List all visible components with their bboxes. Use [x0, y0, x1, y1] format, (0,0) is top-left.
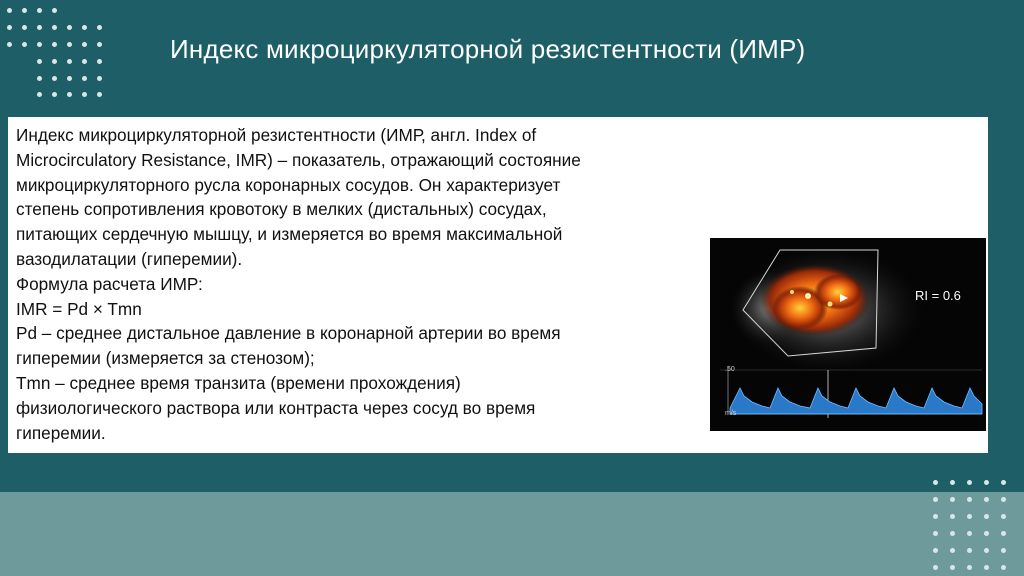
body-line: Pd – среднее дистальное давление в коронарной артерии во время: [16, 323, 561, 344]
ri-value-label: RI = 0.6: [915, 288, 961, 303]
dot-pattern-top-left: [0, 0, 110, 100]
dot-pattern-bottom-right: [925, 472, 1024, 576]
body-line: питающих сердечную мышцу, и измеряется во время максимальной: [16, 224, 563, 245]
doppler-ultrasound-image: [710, 238, 986, 431]
body-line: гиперемии.: [16, 422, 106, 443]
bottom-band: [0, 492, 1024, 576]
slide-title: Индекс микроциркуляторной резистентности (ИМР): [170, 34, 806, 64]
body-line: вазодилатации (гиперемии).: [16, 248, 243, 269]
body-text: [16, 123, 716, 445]
body-line: физиологического раствора или контраста через сосуд во время: [16, 397, 536, 418]
content-card: [8, 117, 988, 453]
body-line: Microcirculatory Resistance, IMR) – показатель, отражающий состояние: [16, 149, 581, 170]
body-line: микроциркуляторного русла коронарных сосудов. Он характеризует: [16, 174, 561, 195]
ultrasound-graphic: [710, 238, 986, 431]
body-line: Индекс микроциркуляторной резистентности (ИМР, англ. Index of: [16, 125, 537, 145]
formula-line: IMR = Pd × Tmn: [16, 298, 142, 319]
velocity-unit-label: m/s: [725, 410, 737, 417]
body-line: гиперемии (измеряется за стенозом);: [16, 348, 315, 369]
body-line: степень сопротивления кровотоку в мелких (дистальных) сосудах,: [16, 199, 547, 220]
velocity-scale-label: .50: [725, 366, 735, 373]
body-line: Tmn – среднее время транзита (времени прохождения): [16, 372, 461, 393]
body-line: Формула расчета ИМР:: [16, 273, 203, 294]
